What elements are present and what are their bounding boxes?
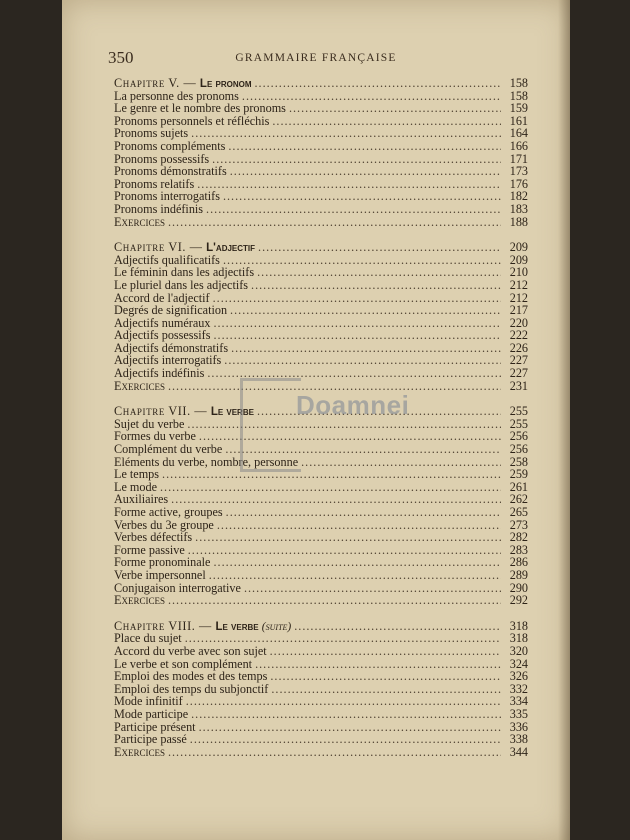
toc-entry [114, 480, 528, 493]
toc-entry-label: Le mode [114, 479, 157, 494]
toc-entry [114, 644, 528, 657]
toc-entry-label: Le genre et le nombre des pronoms [114, 101, 286, 116]
toc-entry [114, 694, 528, 707]
toc-entry-label: Verbes du 3e groupe [114, 517, 214, 532]
toc-entry-label: Pronoms possessifs [114, 151, 210, 166]
toc-entry-page: 261 [509, 479, 528, 494]
toc-entry-page: 265 [509, 505, 528, 519]
running-head: GRAMMAIRE FRANÇAISE [235, 52, 397, 64]
toc-entry-page: 289 [509, 567, 528, 582]
toc-entry [114, 732, 528, 745]
toc-entry-page: 258 [509, 454, 528, 469]
toc-entry-page: 212 [509, 290, 528, 305]
page-header [62, 48, 570, 68]
toc-entry [114, 631, 528, 644]
toc-entry [114, 568, 528, 581]
toc-entry-label: Pronoms interrogatifs [114, 189, 220, 204]
toc-entry-label: Accord du verbe avec son sujet [114, 643, 267, 658]
toc-entry-page: 338 [509, 732, 528, 747]
toc-entry-label: Pronoms indéfinis [114, 201, 204, 216]
toc-entry-page: 273 [509, 517, 528, 532]
toc-entry [114, 669, 528, 682]
toc-entry-page: 320 [509, 643, 528, 658]
toc-entry-label: Le féminin dans les adjectifs [114, 265, 255, 280]
toc-entry [114, 177, 528, 190]
toc-entry-label: Adjectifs indéfinis [114, 366, 205, 381]
toc-entry-page: 262 [509, 492, 528, 507]
toc-entry-label: Adjectifs interrogatifs [114, 353, 222, 368]
toc-entry-page: 217 [509, 303, 528, 318]
toc-entry-page: 182 [509, 189, 528, 204]
toc-entry-page: 324 [509, 656, 528, 671]
toc-entry [114, 593, 528, 606]
toc-entry-page: 176 [509, 176, 528, 191]
toc-entry-page: 183 [509, 201, 528, 216]
chapter-heading [114, 619, 528, 632]
toc-entry-page: 256 [509, 442, 528, 457]
toc-entry [114, 215, 528, 228]
toc-entry-page: 220 [509, 315, 528, 330]
toc-entry-page: 318 [509, 631, 528, 646]
toc-entry-page: 286 [509, 555, 528, 570]
chapter-section [114, 619, 528, 758]
chapter-prefix: Chapitre VIII. — [114, 618, 216, 633]
toc-entry [114, 366, 528, 379]
toc-entry [114, 126, 528, 139]
toc-entry-page: 290 [509, 580, 528, 595]
page-number: 350 [108, 48, 134, 67]
toc-entry-label: Verbes défectifs [114, 530, 193, 545]
toc-entry-label: Le pluriel dans les adjectifs [114, 277, 249, 292]
toc-entry-page: 166 [509, 138, 528, 153]
chapter-section [114, 76, 528, 227]
toc-entry-page: 161 [509, 113, 528, 128]
toc-entry-page: 335 [509, 706, 528, 721]
toc-entry-page: 159 [509, 101, 528, 116]
toc-entry [114, 265, 528, 278]
toc-entry-label: Exercices [114, 378, 165, 393]
watermark-logo [240, 378, 410, 466]
chapter-name: Le verbe (suite) [215, 620, 292, 633]
toc-entry-page: 212 [509, 277, 528, 292]
chapter-page-number: 158 [509, 76, 528, 90]
toc-entry-page: 231 [509, 378, 528, 393]
toc-entry-page: 209 [509, 252, 528, 267]
toc-entry-label: Conjugaison interrogative [114, 580, 241, 595]
toc-entry [114, 139, 528, 152]
toc-entry-page: 332 [509, 681, 528, 696]
toc-entry-page: 226 [509, 340, 528, 355]
chapter-name: L'adjectif [206, 242, 256, 255]
toc-entry-label: Adjectifs qualificatifs [114, 252, 220, 267]
toc-entry [114, 152, 528, 165]
toc-entry [114, 505, 528, 518]
book-page [62, 0, 570, 840]
toc-entry-label: Pronoms compléments [114, 138, 226, 153]
toc-entry [114, 555, 528, 568]
toc-entry [114, 328, 528, 341]
toc-entry-page: 283 [509, 542, 528, 557]
chapter-page-number: 209 [509, 240, 528, 255]
chapter-suffix: (suite) [261, 620, 292, 633]
toc-entry [114, 720, 528, 733]
chapter-heading [114, 240, 528, 253]
toc-entry [114, 657, 528, 670]
toc-entry-label: Mode participe [114, 706, 189, 721]
toc-entry [114, 189, 528, 202]
toc-entry-label: Le temps [114, 467, 160, 482]
toc-entry [114, 492, 528, 505]
toc-entry-page: 334 [509, 694, 528, 709]
toc-entry-label: Participe passé [114, 732, 187, 747]
toc-entry-page: 336 [509, 719, 528, 734]
toc-entry [114, 341, 528, 354]
toc-entry-label: Sujet du verbe [114, 416, 185, 431]
toc-entry-label: Forme active, groupes [114, 505, 223, 519]
toc-entry-label: Mode infinitif [114, 694, 183, 709]
leader-dots [168, 215, 501, 230]
toc-entry-page: 282 [509, 530, 528, 545]
toc-entry-label: Auxiliaires [114, 492, 169, 507]
toc-entry-label: Emploi des modes et des temps [114, 669, 268, 684]
toc-entry [114, 707, 528, 720]
toc-entry-page: 227 [509, 353, 528, 368]
leader-dots [168, 745, 501, 760]
toc-entry-label: Pronoms démonstratifs [114, 164, 227, 179]
toc-entry [114, 89, 528, 102]
chapter-page-number: 255 [509, 404, 528, 419]
toc-entry-page: 292 [509, 593, 528, 608]
toc-entry-page: 326 [509, 669, 528, 684]
toc-entry-page: 158 [509, 88, 528, 103]
toc-entry-label: Place du sujet [114, 631, 182, 646]
toc-entry-page: 164 [509, 126, 528, 141]
toc-entry-label: Emploi des temps du subjonctif [114, 681, 269, 696]
toc-entry [114, 114, 528, 127]
toc-entry-label: Eléments du verbe, nombre, personne [114, 454, 299, 469]
toc-entry-page: 255 [509, 416, 528, 431]
toc-entry [114, 316, 528, 329]
leader-dots [168, 593, 501, 608]
toc-entry-page: 256 [509, 429, 528, 444]
toc-entry-label: Exercices [114, 744, 165, 759]
chapter-page-number: 318 [509, 618, 528, 633]
toc-entry-label: Exercices [114, 214, 165, 229]
toc-entry-page: 171 [509, 151, 528, 166]
chapter-prefix: Chapitre VI. — [114, 240, 207, 255]
watermark-text: Doamnei [296, 390, 410, 420]
toc-entry [114, 202, 528, 215]
toc-entry [114, 530, 528, 543]
toc-entry-page: 188 [509, 214, 528, 229]
toc-entry [114, 278, 528, 291]
toc-entry-label: Adjectifs numéraux [114, 315, 211, 330]
toc-entry-label: Forme passive [114, 542, 185, 557]
toc-entry [114, 291, 528, 304]
chapter-section [114, 240, 528, 391]
toc-entry-label: Forme pronominale [114, 555, 211, 570]
toc-entry-page: 173 [509, 164, 528, 179]
toc-entry-page: 227 [509, 366, 528, 381]
toc-entry-page: 222 [509, 328, 528, 343]
toc-entry-label: Pronoms relatifs [114, 176, 195, 191]
toc-entry-page: 344 [509, 744, 528, 759]
toc-entry-label: Complément du verbe [114, 442, 223, 457]
toc-entry-page: 210 [509, 265, 528, 280]
chapter-prefix: Chapitre VII. — [114, 404, 211, 419]
chapter-heading [114, 76, 528, 89]
toc-entry [114, 353, 528, 366]
toc-entry [114, 745, 528, 758]
toc-entry-label: Accord de l'adjectif [114, 290, 210, 305]
toc-entry-label: Participe présent [114, 719, 196, 734]
toc-entry-label: Adjectifs possessifs [114, 328, 211, 343]
chapter-name: Le verbe [210, 406, 254, 419]
toc-entry-label: Degrés de signification [114, 303, 228, 318]
toc-entry-label: La personne des pronoms [114, 88, 239, 103]
toc-entry-label: Verbe impersonnel [114, 567, 206, 582]
toc-entry [114, 543, 528, 556]
toc-entry-label: Le verbe et son complément [114, 656, 253, 671]
toc-entry-label: Formes du verbe [114, 429, 196, 444]
toc-entry [114, 518, 528, 531]
toc-entry-label: Exercices [114, 593, 165, 608]
toc-entry [114, 164, 528, 177]
chapter-prefix: Chapitre V. — [114, 76, 200, 90]
toc-entry-label: Pronoms sujets [114, 126, 189, 141]
chapter-name: Le pronom [199, 78, 252, 90]
toc-entry-page: 259 [509, 467, 528, 482]
toc-entry-label: Pronoms personnels et réfléchis [114, 113, 270, 128]
toc-entry [114, 467, 528, 480]
toc-entry [114, 303, 528, 316]
toc-entry [114, 253, 528, 266]
toc-entry [114, 682, 528, 695]
toc-entry [114, 581, 528, 594]
toc-entry [114, 101, 528, 114]
toc-entry-label: Adjectifs démonstratifs [114, 340, 229, 355]
